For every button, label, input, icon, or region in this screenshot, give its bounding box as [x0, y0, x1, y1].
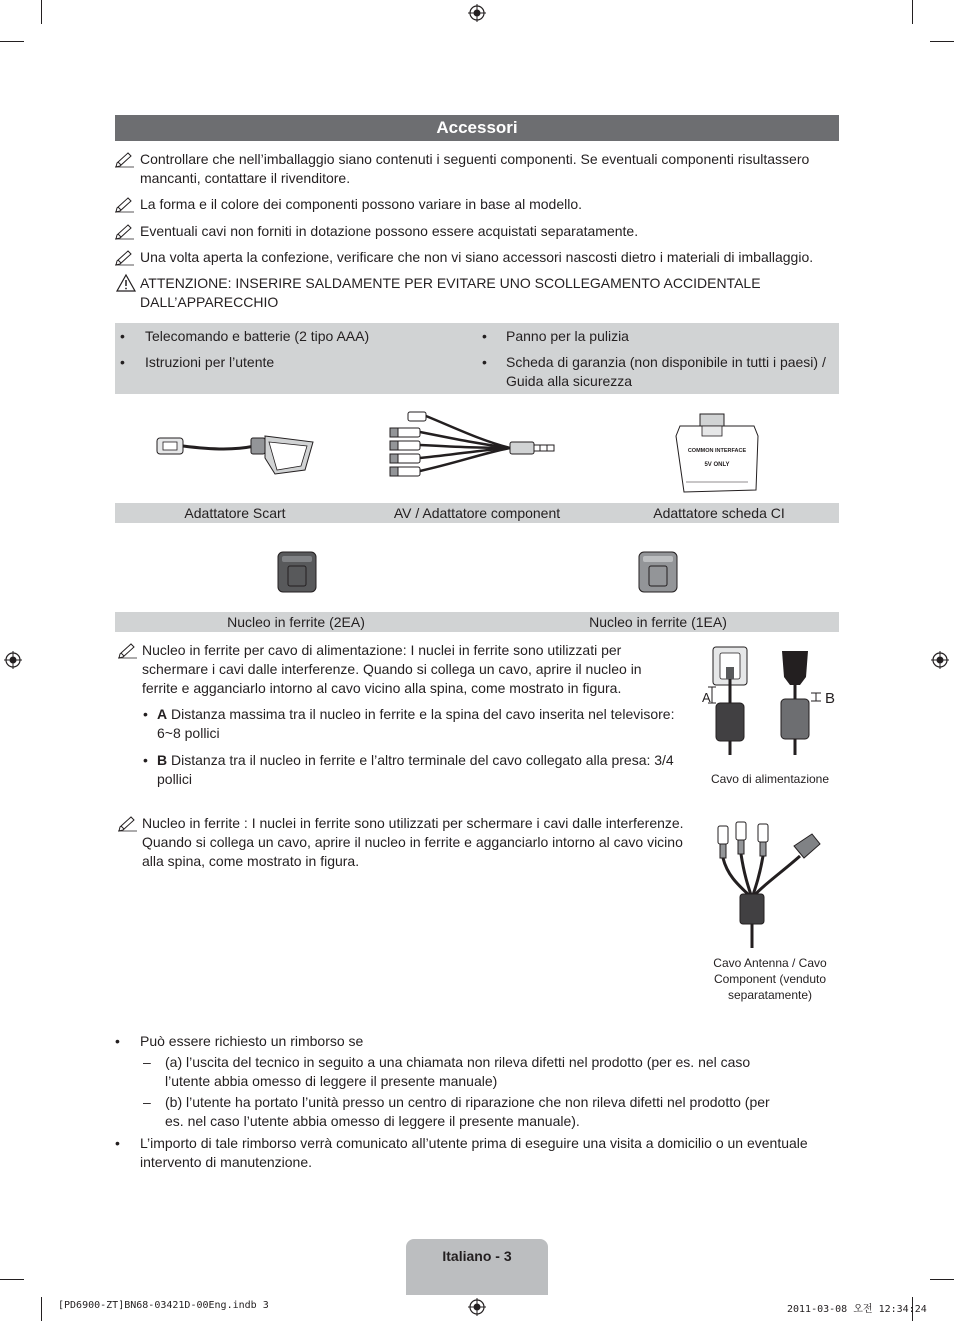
note-item	[115, 150, 835, 188]
pencil-note-icon	[118, 641, 138, 659]
registration-mark-icon	[4, 651, 22, 669]
warning-text: ATTENZIONE: INSERIRE SALDAMENTE PER EVITARE UNO SCOLLEGAMENTO ACCIDENTALE DALL’APPARECCHIO	[140, 275, 761, 310]
distance-b-text: Distanza tra il nucleo in ferrite e l’altro terminale del cavo collegato alla presa: 3/4 pollici	[157, 752, 674, 787]
note-item	[115, 195, 835, 214]
pencil-note-icon	[118, 814, 138, 832]
list-item: – (b) l’utente ha portato l’unità presso un centro di riparazione che non rileva difetti nel prodotto (per es. nel caso l’utente abbia omesso di leggere il presente manuale).	[143, 1094, 770, 1129]
timestamp-slug: 2011-03-08 오전 12:34:24	[787, 1304, 927, 1315]
registration-mark-icon	[931, 651, 949, 669]
scart-adapter-image	[155, 428, 315, 478]
figure-label-b: B	[825, 690, 836, 707]
antenna-component-cable-image	[712, 818, 828, 952]
pencil-note-icon	[115, 195, 135, 213]
list-item: • Istruzioni per l’utente	[120, 354, 275, 370]
accessory-caption: Nucleo in ferrite (2EA)	[227, 614, 365, 630]
figure-label-a: A	[702, 690, 711, 705]
av-component-adapter-image	[390, 410, 562, 490]
ci-card-adapter-image	[672, 412, 762, 496]
registration-mark-icon	[468, 1298, 486, 1316]
registration-mark-icon	[468, 4, 486, 22]
accessory-caption: Nucleo in ferrite (1EA)	[589, 614, 727, 630]
page-number-tab: Italiano - 3	[406, 1239, 548, 1295]
crop-mark	[930, 1279, 954, 1280]
file-slug: [PD6900-ZT]BN68-03421D-00Eng.indb 3	[58, 1300, 269, 1311]
label-b: B	[157, 752, 168, 768]
warning-note	[115, 274, 815, 312]
pencil-note-icon	[115, 222, 135, 240]
list-item: • A Distanza massima tra il nucleo in ferrite e la spina del cavo inserita nel televisore: 6~8 pollici	[143, 706, 675, 741]
label-a: A	[157, 706, 168, 722]
figure-caption: Cavo Antenna / Cavo Component (venduto separatamente)	[713, 956, 827, 1002]
crop-mark	[41, 1297, 42, 1321]
ci-card-label: COMMON INTERFACE	[687, 448, 747, 454]
figure-caption: Cavo di alimentazione	[710, 772, 830, 786]
note-text: Controllare che nell’imballaggio siano contenuti i seguenti componenti. Se eventuali componenti risultassero mancanti, contattare il rivenditore.	[140, 151, 810, 186]
note-item	[115, 222, 835, 241]
accessory-caption: AV / Adattatore component	[393, 505, 561, 521]
crop-mark	[0, 41, 24, 42]
note-text: Una volta aperta la confezione, verificare che non vi siano accessori nascosti dietro i materiali di imballaggio.	[140, 249, 814, 265]
ferrite-core-2ea-image	[276, 550, 318, 594]
distance-a-text: Distanza massima tra il nucleo in ferrite e la spina del cavo inserita nel televisore: 6~8 pollici	[157, 706, 675, 741]
ci-card-label: 5V ONLY	[704, 462, 730, 468]
ferrite-core-1ea-image	[637, 550, 679, 594]
note-text: Nucleo in ferrite per cavo di alimentazione: I nuclei in ferrite sono utilizzati per schermare i cavi dalle interferenze. Quando si collega un cavo, aprire il nucleo in ferrite e agganciarlo intorno al cavo vicino alla spina, come mostrato in figura.	[142, 642, 642, 696]
list-item: • Panno per la pulizia	[482, 328, 629, 344]
list-item: • Scheda di garanzia (non disponibile in tutti i paesi) / Guida alla sicurezza	[482, 354, 826, 389]
ferrite-power-note	[118, 641, 678, 698]
note-text: La forma e il colore dei componenti possono variare in base al modello.	[140, 196, 583, 212]
pencil-note-icon	[115, 248, 135, 266]
power-cable-ferrite-image	[700, 643, 840, 763]
list-item: • Telecomando e batterie (2 tipo AAA)	[120, 328, 370, 344]
list-item: • Può essere richiesto un rimborso se	[115, 1033, 364, 1049]
list-item: • L’importo di tale rimborso verrà comunicato all’utente prima di eseguire una visita a domicilio o un eventuale intervento di manutenzione.	[115, 1135, 808, 1170]
ferrite-generic-note	[118, 814, 703, 871]
section-title: Accessori	[115, 115, 839, 141]
crop-mark	[0, 1279, 24, 1280]
accessory-caption: Adattatore scheda CI	[653, 505, 785, 521]
list-item: • B Distanza tra il nucleo in ferrite e l’altro terminale del cavo collegato alla presa: 3/4 pollici	[143, 752, 674, 787]
crop-mark	[41, 0, 42, 24]
crop-mark	[930, 41, 954, 42]
pencil-note-icon	[115, 150, 135, 168]
accessory-caption: Adattatore Scart	[184, 505, 286, 521]
crop-mark	[912, 0, 913, 24]
warning-triangle-icon	[116, 274, 136, 292]
list-item: – (a) l’uscita del tecnico in seguito a una chiamata non rileva difetti nel prodotto (per es. nel caso l’utente abbia omesso di leggere il presente manuale)	[143, 1054, 751, 1089]
note-text: Nucleo in ferrite : I nuclei in ferrite sono utilizzati per schermare i cavi dalle interferenze. Quando si collega un cavo, aprire il nucleo in ferrite e agganciarlo intorno al cavo vicino alla spina, come mostrato in figura.	[142, 815, 684, 869]
note-text: Eventuali cavi non forniti in dotazione possono essere acquistati separatamente.	[140, 223, 639, 239]
note-item	[115, 248, 835, 267]
